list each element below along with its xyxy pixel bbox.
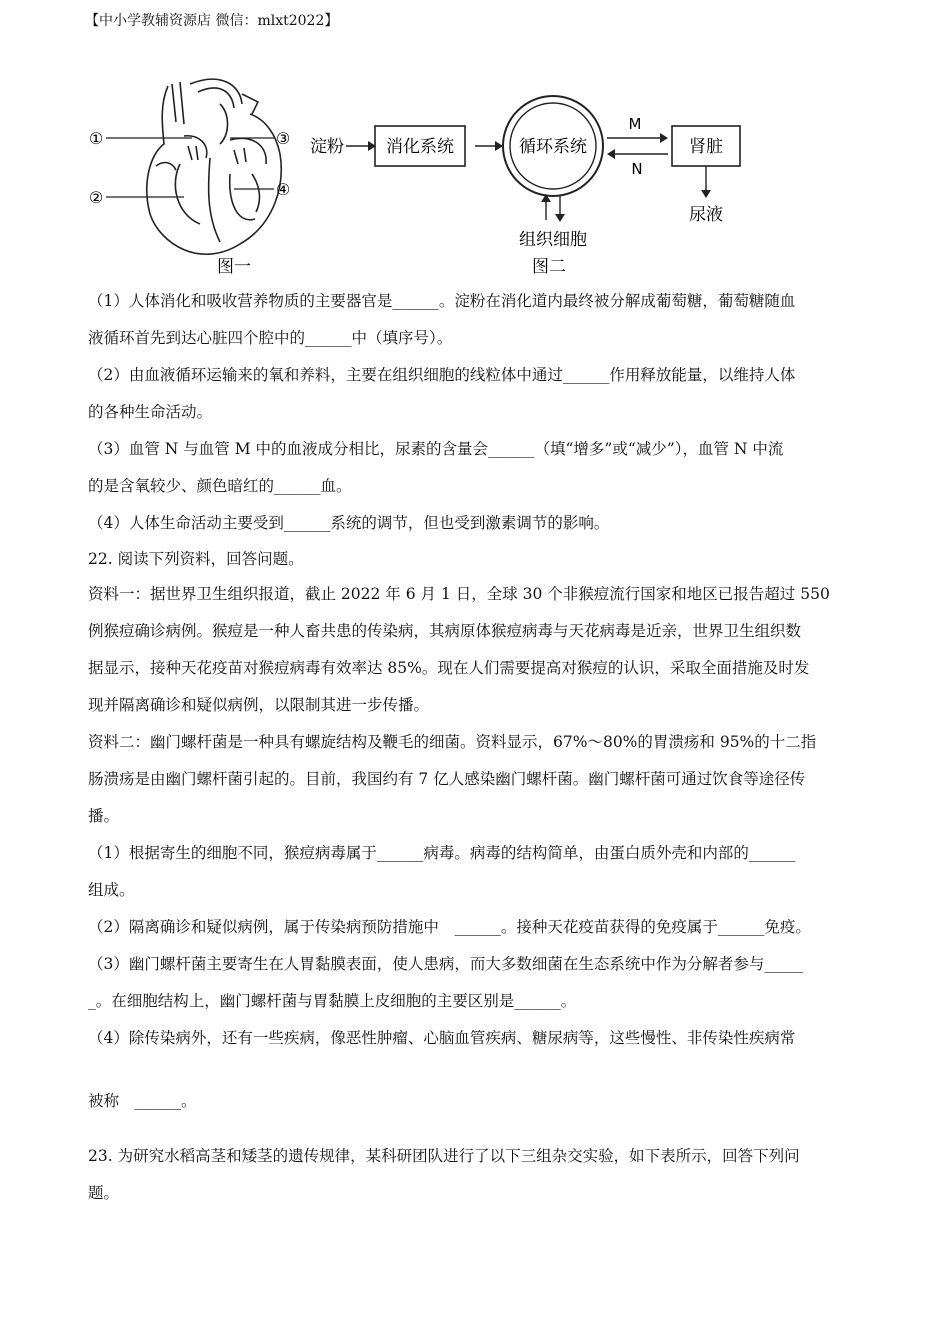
q22-part1-line1: （1）根据寄生的细胞不同，猴痘病毒属于______病毒。病毒的结构简单，由蛋白质外壳和内部的______ [88,844,796,862]
figure1-caption: 图一 [217,257,251,277]
arrowhead [701,190,711,198]
q21-part4: （4）人体生命活动主要受到______系统的调节，但也受到激素调节的影响。 [88,514,610,532]
q22-material1-line2: 例猴痘确诊病例。猴痘是一种人畜共患的传染病，其病原体猴痘病毒与天花病毒是近亲，世界卫生组织数 [88,622,802,640]
q22-part3-line1: （3）幽门螺杆菌主要寄生在人胃黏膜表面，使人患病，而大多数细菌在生态系统中作为分解者参与_____ [88,955,804,973]
q22-material1-line1: 资料一：据世界卫生组织报道，截止 2022 年 6 月 1 日，全球 30 个非猴痘流行国家和地区已报告超过 550 [88,585,830,603]
label-3: ③ [275,129,291,148]
q22-material2-line3: 播。 [88,807,120,825]
circulatory-label: 循环系统 [519,137,587,157]
q21-part1-line1: （1）人体消化和吸收营养物质的主要器官是______。淀粉在消化道内最终被分解成葡萄糖，葡萄糖随血 [88,292,796,310]
q22-title: 22. 阅读下列资料，回答问题。 [88,550,304,568]
q22-material2-line1: 资料二：幽门螺杆菌是一种具有螺旋结构及鞭毛的细菌。资料显示，67%～80%的胃溃疡和 95%的十二指 [88,733,817,751]
figure2-caption: 图二 [532,257,566,277]
q21-part2-line2: 的各种生命活动。 [88,403,213,421]
arrowhead [555,214,565,222]
q22-part3-line2: _。在细胞结构上，幽门螺杆菌与胃黏膜上皮细胞的主要区别是______。 [88,992,577,1010]
label-1: ① [88,129,104,148]
q21-part3-line2: 的是含氧较少、颜色暗红的______血。 [88,477,352,495]
q21-part3-line1: （3）血管 N 与血管 M 中的血液成分相比，尿素的含量会______（填“增多”或“减少”），血管 N 中流 [88,440,784,458]
heart-pointer-lines [106,138,274,197]
vessel-n-label: N [631,160,643,178]
q23-line2: 题。 [88,1184,120,1202]
label-4: ④ [275,180,291,199]
q23-line1: 23. 为研究水稻高茎和矮茎的遗传规律，某科研团队进行了以下三组杂交实验，如下表所示，回答下列问 [88,1147,800,1165]
q22-part1-line2: 组成。 [88,881,135,899]
starch-label: 淀粉 [310,137,344,157]
kidney-label: 肾脏 [689,137,723,157]
q21-part1-line2: 液循环首先到达心脏四个腔中的______中（填序号）。 [88,329,453,347]
vessel-m-label: M [628,115,642,133]
arrowhead [607,149,615,159]
figure-area [80,74,760,284]
q22-material2-line2: 肠溃疡是由幽门螺杆菌引起的。目前，我国约有 7 亿人感染幽门螺杆菌。幽门螺杆菌可通过饮食等途径传 [88,770,806,788]
q22-part2: （2）隔离确诊和疑似病例，属于传染病预防措施中 ______。接种天花疫苗获得的免疫属于______免疫。 [88,918,811,936]
q22-part4-line2: 被称 ______。 [88,1092,197,1110]
question-21-parts [88,283,863,1212]
arrowhead [495,141,503,151]
tissue-label: 组织细胞 [519,230,587,250]
urine-label: 尿液 [689,205,723,225]
q22-material1-line4: 现并隔离确诊和疑似病例，以限制其进一步传播。 [88,696,430,714]
label-2: ② [88,188,104,207]
q22-part4-line1: （4）除传染病外，还有一些疾病，像恶性肿瘤、心脑血管疾病、糖尿病等，这些慢性、非传染性疾病常 [88,1029,796,1047]
arrowhead [660,133,668,143]
q22-material1-line3: 据显示，接种天花疫苗对猴痘病毒有效率达 85%。现在人们需要提高对猴痘的认识，采取全面措施及时发 [88,659,810,677]
digestive-label: 消化系统 [386,137,454,157]
page-header: 【中小学教辅资源店 微信：mlxt2022】 [85,13,339,29]
heart-diagram [147,79,281,254]
q21-part2-line1: （2）由血液循环运输来的氧和养料，主要在组织细胞的线粒体中通过______作用释放能量，以维持人体 [88,366,796,384]
